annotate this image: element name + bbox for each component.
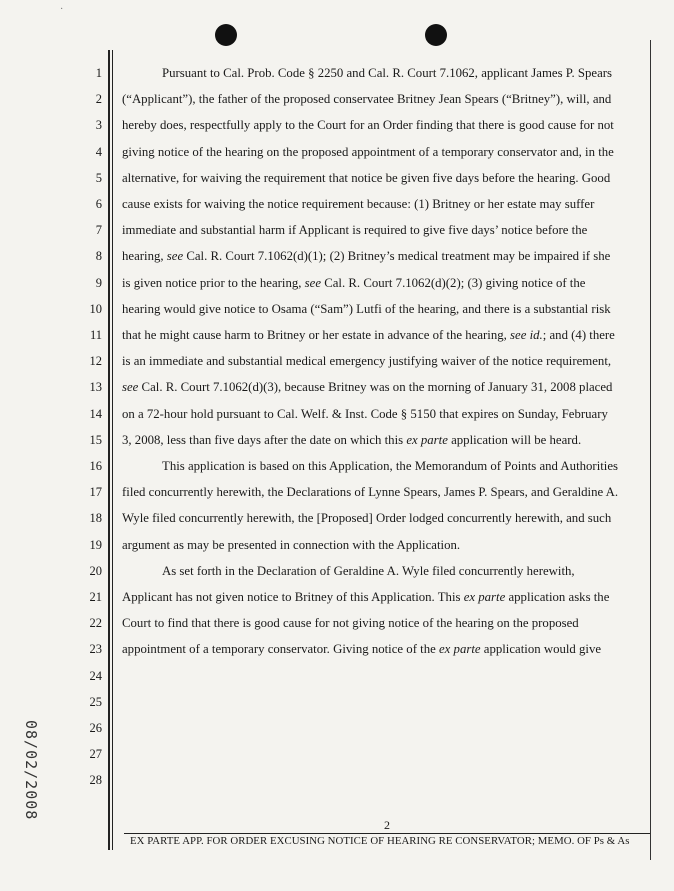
right-margin-rule bbox=[650, 40, 651, 860]
text-line bbox=[122, 380, 644, 394]
text-span: hearing, bbox=[122, 249, 167, 264]
text-line bbox=[122, 197, 644, 211]
italic-span: see bbox=[122, 380, 139, 395]
line-number: 4 bbox=[95, 144, 102, 159]
italic-span: see bbox=[166, 249, 184, 264]
text-span: hearing would give notice to Osama (“Sam”) Lutfi of the hearing, and there is a substantial risk bbox=[122, 301, 611, 316]
text-line bbox=[122, 302, 644, 316]
line-number: 24 bbox=[89, 668, 102, 683]
page-number: 2 bbox=[384, 818, 390, 832]
italic-span: ex parte bbox=[406, 432, 448, 447]
line-number: 15 bbox=[89, 432, 102, 447]
text-span: Pursuant to Cal. Prob. Code § 2250 and Cal. R. Court 7.1062, applicant James P. Spears bbox=[162, 66, 612, 80]
text-line bbox=[122, 590, 644, 604]
line-number: 8 bbox=[95, 249, 102, 264]
line-number: 12 bbox=[89, 354, 102, 369]
text-span: on a 72-hour hold pursuant to Cal. Welf. & Inst. Code § 5150 that expires on Sunday, February bbox=[122, 406, 608, 421]
text-span: Cal. R. Court 7.1062(d)(3), because Britney was on the morning of January 31, 2008 placed bbox=[138, 380, 613, 395]
text-line bbox=[122, 407, 644, 421]
line-number: 3 bbox=[95, 118, 102, 133]
line-number: 16 bbox=[89, 459, 102, 473]
line-number: 21 bbox=[89, 590, 102, 604]
line-number: 5 bbox=[95, 170, 102, 185]
footer-rule bbox=[124, 833, 650, 834]
text-span: hereby does, respectfully apply to the Court for an Order finding that there is good cause for not bbox=[122, 118, 614, 133]
text-line bbox=[122, 538, 644, 552]
line-number: 6 bbox=[95, 197, 102, 211]
text-span: cause exists for waiving the notice requirement because: (1) Britney or her estate may suffer bbox=[122, 197, 595, 211]
margin-date-stamp: 08/02/2008 bbox=[22, 720, 40, 821]
text-line bbox=[122, 145, 644, 159]
text-line bbox=[122, 433, 644, 447]
line-number: 10 bbox=[89, 301, 102, 316]
text-span: As set forth in the Declaration of Geraldine A. Wyle filed concurrently herewith, bbox=[162, 563, 575, 578]
text-line bbox=[122, 616, 644, 630]
line-number: 19 bbox=[89, 537, 102, 552]
text-span: is given notice prior to the hearing, bbox=[122, 275, 305, 290]
text-line bbox=[122, 249, 644, 263]
punch-hole-right bbox=[425, 24, 447, 46]
text-line bbox=[122, 354, 644, 368]
italic-span: see id. bbox=[510, 328, 543, 342]
line-number: 23 bbox=[89, 642, 102, 657]
line-number: 17 bbox=[89, 485, 102, 500]
line-number: 9 bbox=[95, 275, 102, 290]
text-span: Cal. R. Court 7.1062(d)(1); (2) Britney’s medical treatment may be impaired if she bbox=[183, 249, 611, 264]
text-line bbox=[122, 118, 644, 132]
line-number: 13 bbox=[89, 380, 102, 395]
line-number: 2 bbox=[95, 92, 102, 107]
text-span: argument as may be presented in connection with the Application. bbox=[122, 537, 461, 552]
text-line bbox=[162, 459, 644, 473]
line-number: 27 bbox=[89, 747, 102, 762]
scan-mark: · bbox=[60, 4, 64, 15]
text-span: alternative, for waiving the requirement that notice be given five days before the hearing. Good bbox=[122, 170, 611, 185]
line-number: 14 bbox=[89, 406, 102, 421]
text-span: filed concurrently herewith, the Declarations of Lynne Spears, James P. Spears, and Geraldine A. bbox=[122, 485, 619, 500]
text-span: giving notice of the hearing on the proposed appointment of a temporary conservator and, in the bbox=[122, 144, 614, 159]
text-line bbox=[162, 564, 644, 578]
footer-caption: EX PARTE APP. FOR ORDER EXCUSING NOTICE OF HEARING RE CONSERVATOR; MEMO. OF Ps & As bbox=[130, 835, 630, 847]
line-number: 28 bbox=[89, 773, 102, 788]
text-line bbox=[122, 511, 644, 525]
text-span: Cal. R. Court 7.1062(d)(2); (3) giving notice of the bbox=[321, 275, 586, 290]
text-span: application will be heard. bbox=[447, 432, 582, 447]
text-line bbox=[122, 223, 644, 237]
line-number: 18 bbox=[89, 511, 102, 526]
text-span: appointment of a temporary conservator. Giving notice of the bbox=[122, 642, 439, 657]
text-span: ; and (4) there bbox=[542, 328, 615, 342]
text-span: (“Applicant”), the father of the proposed conservatee Britney Jean Spears (“Britney”), will, and bbox=[122, 92, 612, 107]
line-number: 11 bbox=[89, 328, 102, 342]
line-number: 1 bbox=[95, 66, 102, 80]
punch-hole-left bbox=[215, 24, 237, 46]
text-span: is an immediate and substantial medical emergency justifying waiver of the notice requirement, bbox=[122, 354, 612, 369]
line-number: 22 bbox=[89, 616, 102, 631]
text-line bbox=[122, 92, 644, 106]
text-span: application would give bbox=[480, 642, 602, 657]
italic-span: see bbox=[304, 275, 322, 290]
text-line bbox=[122, 328, 644, 342]
left-margin-rule-inner bbox=[112, 50, 113, 850]
text-span: Wyle filed concurrently herewith, the [Proposed] Order lodged concurrently herewith, and such bbox=[122, 511, 612, 526]
text-line bbox=[122, 485, 644, 499]
line-number: 20 bbox=[89, 563, 102, 578]
text-span: application asks the bbox=[505, 590, 610, 604]
italic-span: ex parte bbox=[463, 590, 506, 604]
line-number: 25 bbox=[89, 694, 102, 709]
text-span: This application is based on this Application, the Memorandum of Points and Authorities bbox=[162, 459, 619, 473]
line-number: 26 bbox=[89, 721, 102, 735]
text-span: 3, 2008, less than five days after the date on which this bbox=[122, 432, 407, 447]
text-span: that he might cause harm to Britney or her estate in advance of the hearing, bbox=[122, 328, 511, 342]
left-margin-rule bbox=[108, 50, 110, 850]
text-span: Applicant has not given notice to Britney of this Application. This bbox=[122, 590, 464, 604]
text-span: Court to find that there is good cause for not giving notice of the hearing on the proposed bbox=[122, 616, 579, 631]
text-line bbox=[122, 171, 644, 185]
text-line bbox=[122, 642, 644, 656]
text-span: immediate and substantial harm if Applicant is required to give five days’ notice before the bbox=[122, 223, 588, 238]
text-line bbox=[162, 66, 644, 80]
line-number: 7 bbox=[95, 223, 102, 238]
text-line bbox=[122, 276, 644, 290]
italic-span: ex parte bbox=[439, 642, 481, 657]
